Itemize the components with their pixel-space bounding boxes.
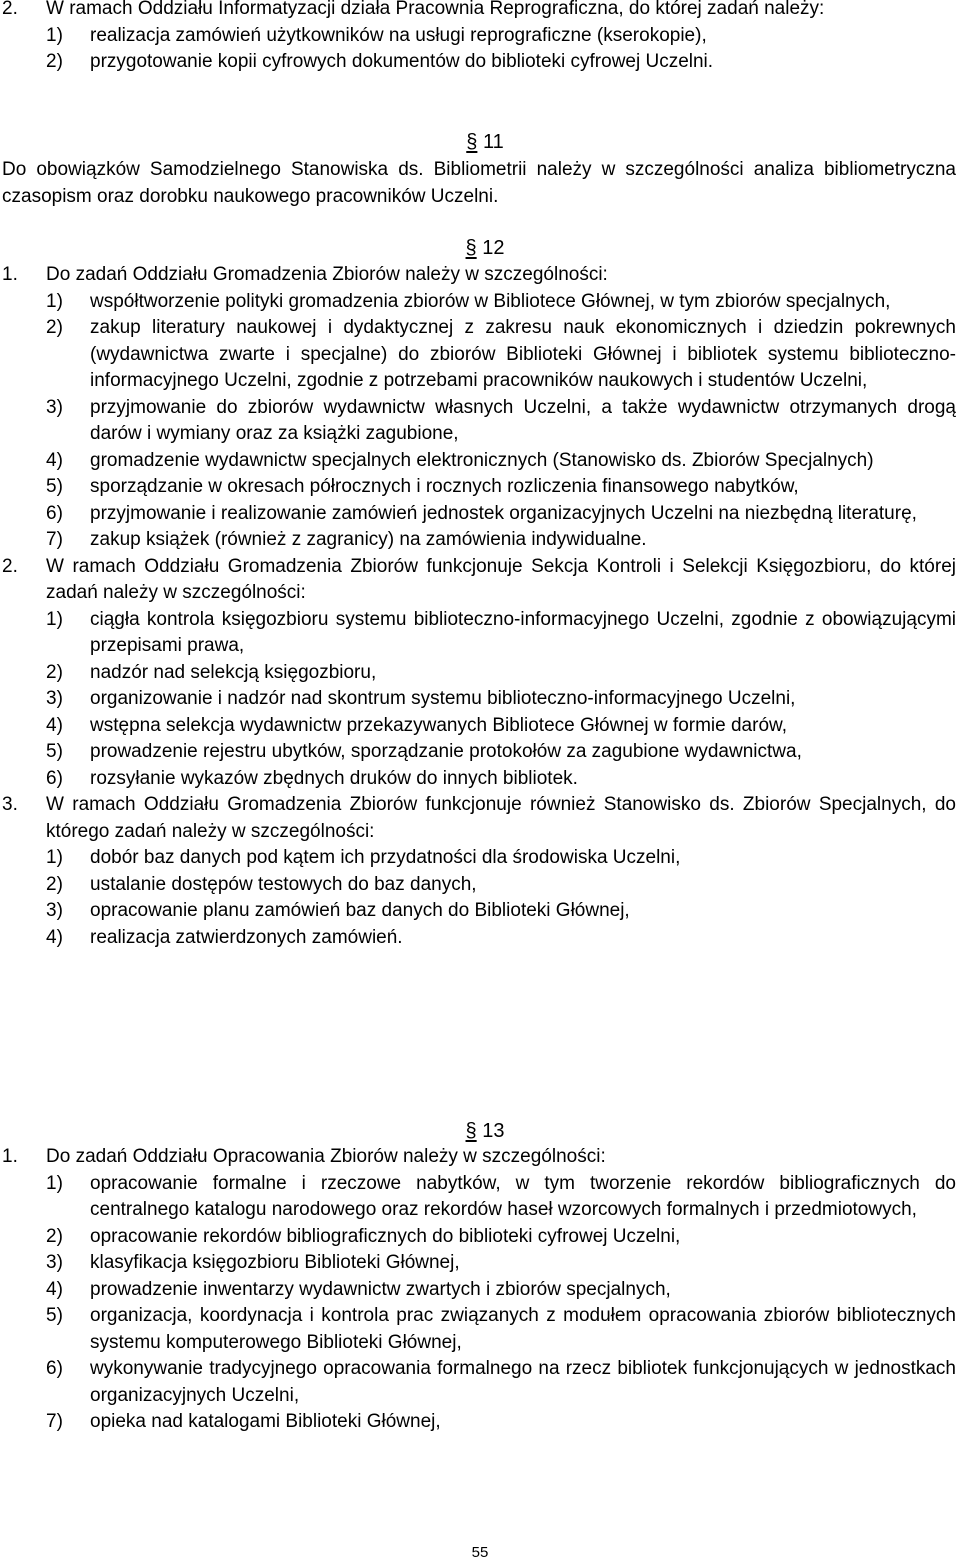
item-text: realizacja zamówień użytkowników na usługi reprograficzne (kserokopie), <box>90 24 707 46</box>
paragraph-number: 1. <box>2 264 18 285</box>
item-number: 3) <box>46 688 63 709</box>
item-text: zakup literatury naukowej i dydaktycznej z zakresu nauk ekonomicznych i dziedzin pokrewnych (wydawnictwa zwarte i specjalne) do zbiorów Biblioteki Głównej i bibliotek systemu biblioteczno-informacyjnego Uczelni, zgodnie z potrzebami pracowników naukowych i studentów Uczelni, <box>90 317 956 391</box>
item-text: prowadzenie rejestru ubytków, sporządzanie protokołów za zagubione wydawnictwa, <box>90 741 802 762</box>
section-11-text: Do obowiązków Samodzielnego Stanowiska ds. Bibliometrii należy w szczególności analiza bibliometryczna czasopism oraz dorobku naukowego pracowników Uczelni. <box>2 159 956 207</box>
section-number: 11 <box>482 131 504 153</box>
item-text: gromadzenie wydawnictw specjalnych elektronicznych (Stanowisko ds. Zbiorów Specjalnych) <box>90 449 874 471</box>
item-number: 6) <box>46 767 63 789</box>
numbered-paragraph <box>0 0 956 76</box>
list-item <box>46 23 956 50</box>
item-number: 1) <box>46 24 63 46</box>
paragraph-text: W ramach Oddziału Gromadzenia Zbiorów funkcjonuje również Stanowisko ds. Zbiorów Specjalnych, do którego zadań należy w szczególności: <box>46 794 956 842</box>
item-number: 7) <box>46 1411 63 1432</box>
item-text: organizacja, koordynacja i kontrola prac związanych z modułem opracowania zbiorów bibliotecznych systemu komputerowego Biblioteki Głównej, <box>90 1305 956 1353</box>
numbered-paragraph <box>0 792 956 951</box>
list-item <box>46 448 956 475</box>
paragraph-number: 2. <box>2 555 18 577</box>
list-item <box>46 289 956 316</box>
paragraph-number: 3. <box>2 794 18 815</box>
section-mark: § <box>465 237 477 259</box>
item-number: 1) <box>46 608 63 630</box>
item-text: rozsyłanie wykazów zbędnych druków do innych bibliotek. <box>90 767 578 789</box>
list-item <box>46 49 956 76</box>
list-item <box>46 686 956 713</box>
section-heading-11 <box>455 130 515 154</box>
item-number: 6) <box>46 502 63 524</box>
item-text: współtworzenie polityki gromadzenia zbiorów w Bibliotece Głównej, w tym zbiorów specjalnych, <box>90 290 891 312</box>
item-text: przyjmowanie i realizowanie zamówień jednostek organizacyjnych Uczelni na niezbędną literaturę, <box>90 502 917 524</box>
item-text: nadzór nad selekcją księgozbioru, <box>90 661 377 683</box>
section-heading-12 <box>455 236 515 260</box>
list-item <box>46 1356 956 1409</box>
numbered-paragraph <box>0 262 956 554</box>
list-item <box>46 845 956 872</box>
item-number: 6) <box>46 1358 63 1379</box>
item-text: przyjmowanie do zbiorów wydawnictw własnych Uczelni, a także wydawnictw otrzymanych drogą darów i wymiany oraz za książki zagubione, <box>90 396 956 444</box>
item-text: opracowanie formalne i rzeczowe nabytków, w tym tworzenie rekordów bibliograficznych do centralnego katalogu narodowego oraz rekordów haseł wzorcowych formalnych i przedmiotowych, <box>90 1172 956 1220</box>
item-number: 3) <box>46 1252 63 1273</box>
section-12-body <box>0 262 956 951</box>
paragraph-text: W ramach Oddziału Gromadzenia Zbiorów funkcjonuje Sekcja Kontroli i Selekcji Księgozbioru, do której zadań należy w szczególności: <box>46 555 956 603</box>
list-item <box>46 315 956 395</box>
list-item <box>46 1224 956 1251</box>
item-number: 1) <box>46 1172 63 1194</box>
list-item <box>46 660 956 687</box>
item-text: wykonywanie tradycyjnego opracowania formalnego na rzecz bibliotek funkcjonujących w jednostkach organizacyjnych Uczelni, <box>90 1358 956 1406</box>
page-number: 55 <box>471 1544 489 1561</box>
item-number: 1) <box>46 847 63 868</box>
item-number: 4) <box>46 926 63 948</box>
item-text: prowadzenie inwentarzy wydawnictw zwartych i zbiorów specjalnych, <box>90 1278 671 1300</box>
paragraph-text: W ramach Oddziału Informatyzacji działa Pracownia Reprograficzna, do której zadań należy: <box>46 0 825 19</box>
item-text: organizowanie i nadzór nad skontrum systemu biblioteczno-informacyjnego Uczelni, <box>90 688 796 709</box>
item-number: 1) <box>46 290 63 312</box>
item-number: 4) <box>46 1278 63 1300</box>
list-item <box>46 739 956 766</box>
item-number: 2) <box>46 317 63 338</box>
list-item <box>46 1277 956 1304</box>
list-item <box>46 925 956 952</box>
list-item <box>46 501 956 528</box>
section-heading-13 <box>455 1119 515 1143</box>
section-number: 13 <box>482 1120 505 1142</box>
list-item <box>46 1303 956 1356</box>
item-text: ustalanie dostępów testowych do baz danych, <box>90 873 477 895</box>
item-number: 3) <box>46 900 63 921</box>
item-number: 4) <box>46 449 63 471</box>
item-number: 2) <box>46 1225 63 1247</box>
numbered-paragraph <box>0 1144 956 1436</box>
item-text: dobór baz danych pod kątem ich przydatności dla środowiska Uczelni, <box>90 847 681 868</box>
paragraph-number: 1. <box>2 1146 18 1167</box>
item-text: opracowanie rekordów bibliograficznych do biblioteki cyfrowej Uczelni, <box>90 1225 681 1247</box>
paragraph-text: Do zadań Oddziału Opracowania Zbiorów należy w szczególności: <box>46 1146 606 1167</box>
paragraph-number: 2. <box>2 0 18 19</box>
item-number: 5) <box>46 741 63 762</box>
item-text: klasyfikacja księgozbioru Biblioteki Głównej, <box>90 1252 460 1273</box>
section-number: 12 <box>482 237 505 259</box>
item-text: opieka nad katalogami Biblioteki Głównej, <box>90 1411 441 1432</box>
list-item <box>46 527 956 554</box>
item-number: 5) <box>46 476 63 497</box>
section-mark: § <box>466 131 478 153</box>
item-text: zakup książek (również z zagranicy) na zamówienia indywidualne. <box>90 529 647 550</box>
section-13-body <box>0 1144 956 1436</box>
item-number: 3) <box>46 396 63 418</box>
item-number: 5) <box>46 1305 63 1326</box>
item-text: sporządzanie w okresach półrocznych i rocznych rozliczenia finansowego nabytków, <box>90 476 799 497</box>
item-text: opracowanie planu zamówień baz danych do Biblioteki Głównej, <box>90 900 630 921</box>
item-number: 2) <box>46 873 63 895</box>
item-text: przygotowanie kopii cyfrowych dokumentów do biblioteki cyfrowej Uczelni. <box>90 51 714 72</box>
item-text: wstępna selekcja wydawnictw przekazywanych Bibliotece Głównej w formie darów, <box>90 714 787 736</box>
item-number: 4) <box>46 714 63 736</box>
list-item <box>46 607 956 660</box>
list-item <box>46 713 956 740</box>
item-number: 7) <box>46 529 63 550</box>
list-item <box>46 395 956 448</box>
list-item <box>46 1409 956 1436</box>
item-number: 2) <box>46 661 63 683</box>
item-number: 2) <box>46 51 63 72</box>
list-item <box>46 474 956 501</box>
list-item <box>46 766 956 793</box>
list-item <box>46 872 956 899</box>
numbered-paragraph <box>0 554 956 793</box>
paragraph-text: Do zadań Oddziału Gromadzenia Zbiorów należy w szczególności: <box>46 264 608 285</box>
item-text: realizacja zatwierdzonych zamówień. <box>90 926 403 948</box>
section-mark: § <box>465 1120 477 1142</box>
list-item <box>46 1171 956 1224</box>
top-point-2 <box>0 0 956 76</box>
list-item <box>46 898 956 925</box>
item-text: ciągła kontrola księgozbioru systemu biblioteczno-informacyjnego Uczelni, zgodnie z obowiązującymi przepisami prawa, <box>90 608 956 656</box>
list-item <box>46 1250 956 1277</box>
